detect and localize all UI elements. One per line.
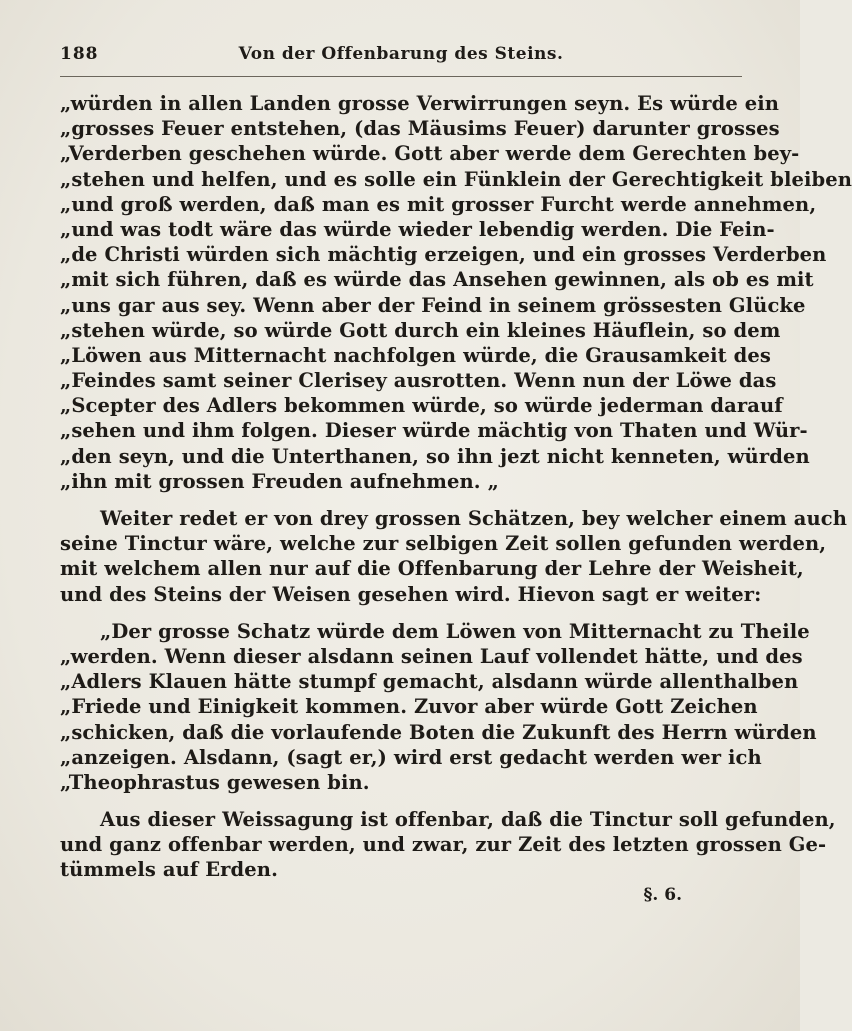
text-line: Aus dieser Weissagung ist offenbar, daß die Tinctur soll gefunden, bbox=[100, 808, 836, 832]
text-line: „Adlers Klauen hätte stumpf gemacht, alsdann würde allenthalben bbox=[60, 670, 799, 694]
text-line: „werden. Wenn dieser alsdann seinen Lauf vollendet hätte, und des bbox=[60, 644, 803, 668]
text-line: „de Christi würden sich mächtig erzeigen, und ein grosses Verderben bbox=[60, 243, 827, 267]
text-line: und ganz offenbar werden, und zwar, zur Zeit des letzten grossen Ge- bbox=[60, 833, 827, 857]
text-line: „grosses Feuer entstehen, (das Mäusims Feuer) darunter grosses bbox=[60, 117, 780, 141]
page-number: 188 bbox=[60, 44, 99, 64]
paragraph-4 bbox=[60, 807, 836, 883]
text-line: „Der grosse Schatz würde dem Löwen von Mitternacht zu Theile bbox=[100, 619, 810, 643]
section-signature: §. 6. bbox=[643, 884, 682, 905]
text-line: „ihn mit grossen Freuden aufnehmen. „ bbox=[60, 469, 499, 493]
running-head: Von der Offenbarung des Steins. bbox=[238, 44, 564, 64]
text-line: „uns gar aus sey. Wenn aber der Feind in seinem grössesten Glücke bbox=[60, 293, 806, 317]
paragraph-3 bbox=[60, 619, 817, 795]
text-line: „und was todt wäre das würde wieder lebendig werden. Die Fein- bbox=[60, 217, 775, 241]
paragraph-spacer bbox=[60, 494, 742, 506]
paragraph-2 bbox=[60, 506, 848, 607]
text-line: mit welchem allen nur auf die Offenbarung der Lehre der Weisheit, bbox=[60, 557, 804, 581]
text-line: „würden in allen Landen grosse Verwirrungen seyn. Es würde ein bbox=[60, 92, 780, 115]
paragraph-spacer bbox=[60, 607, 742, 619]
text-line: „stehen würde, so würde Gott durch ein kleines Häuflein, so dem bbox=[60, 318, 781, 342]
text-line: „Friede und Einigkeit kommen. Zuvor aber würde Gott Zeichen bbox=[60, 695, 758, 719]
text-line: „den seyn, und die Unterthanen, so ihn jezt nicht kenneten, würden bbox=[60, 444, 810, 468]
text-line: Weiter redet er von drey grossen Schätzen, bey welcher einem auch bbox=[100, 507, 848, 530]
text-line: „und groß werden, daß man es mit grosser Furcht werde annehmen, bbox=[60, 192, 817, 216]
paragraph-spacer bbox=[60, 795, 742, 807]
text-line: „sehen und ihm folgen. Dieser würde mächtig von Thaten und Wür- bbox=[60, 419, 808, 443]
text-line: „stehen und helfen, und es solle ein Fünklein der Gerechtigkeit bleiben bbox=[60, 167, 852, 191]
text-line: „schicken, daß die vorlaufende Boten die Zukunft des Herrn würden bbox=[60, 720, 817, 744]
page-header bbox=[60, 38, 742, 77]
text-line: „Verderben geschehen würde. Gott aber werde dem Gerechten bey- bbox=[60, 142, 800, 166]
text-line: seine Tinctur wäre, welche zur selbigen Zeit sollen gefunden werden, bbox=[60, 532, 827, 556]
text-line: und des Steins der Weisen gesehen wird. Hievon sagt er weiter: bbox=[60, 582, 762, 606]
text-line: „Scepter des Adlers bekommen würde, so würde jederman darauf bbox=[60, 394, 783, 418]
text-line: „anzeigen. Alsdann, (sagt er,) wird erst gedacht werden wer ich bbox=[60, 745, 762, 769]
text-line: „mit sich führen, daß es würde das Ansehen gewinnen, als ob es mit bbox=[60, 268, 814, 292]
paragraph-1 bbox=[60, 91, 852, 494]
text-line: tümmels auf Erden. bbox=[60, 858, 278, 882]
text-line: „Löwen aus Mitternacht nachfolgen würde, die Grausamkeit des bbox=[60, 343, 771, 367]
text-line: „Theophrastus gewesen bin. bbox=[60, 770, 370, 794]
text-line: „Feindes samt seiner Clerisey ausrotten. Wenn nun der Löwe das bbox=[60, 369, 777, 393]
